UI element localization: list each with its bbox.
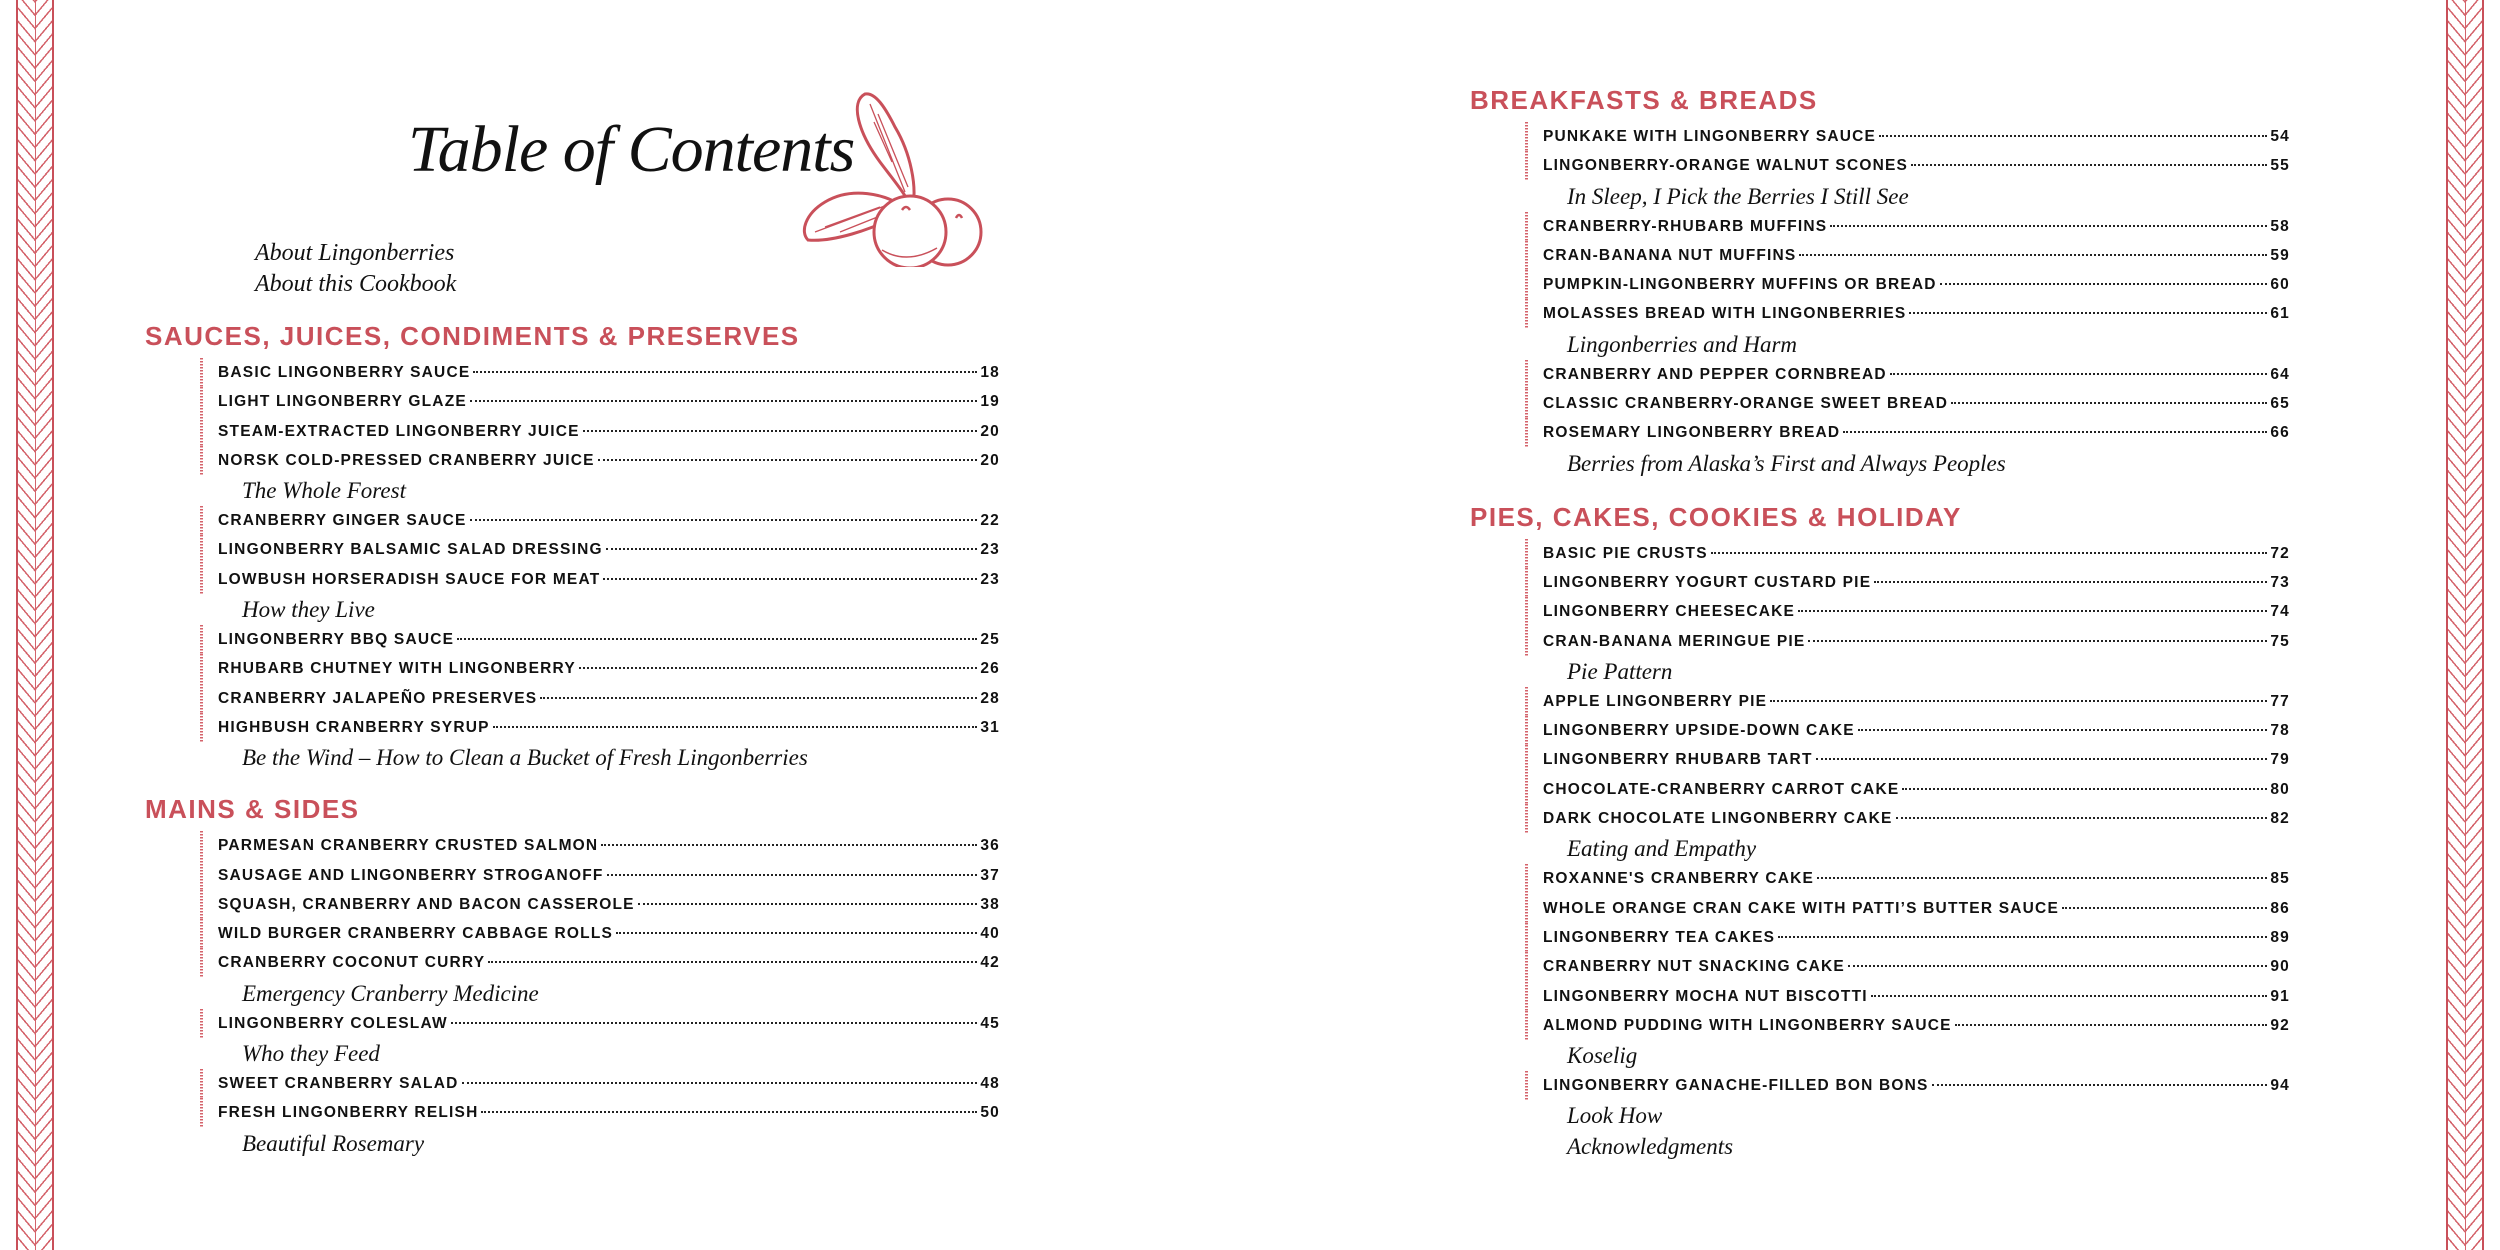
dot-leader (2062, 907, 2267, 909)
recipe-title: LIGHT LINGONBERRY GLAZE (218, 393, 467, 411)
page-number: 72 (2270, 544, 2290, 562)
page-number: 18 (980, 364, 1000, 381)
page-number: 54 (2270, 128, 2290, 145)
essay-entry[interactable]: Emergency Cranberry Medicine (242, 980, 539, 1006)
dot-leader (1879, 135, 2267, 137)
dot-leader (1830, 225, 2267, 227)
essay-entry[interactable]: In Sleep, I Pick the Berries I Still See (1567, 183, 1909, 209)
recipe-entry[interactable] (200, 565, 1000, 594)
dot-leader (638, 903, 978, 905)
recipe-entry[interactable] (1525, 360, 2290, 389)
recipe-entry[interactable] (200, 387, 1000, 416)
dot-leader (1955, 1024, 2268, 1026)
toc-section (1470, 80, 2290, 479)
page-number: 91 (2270, 987, 2290, 1005)
recipe-title: SQUASH, CRANBERRY AND BACON CASSEROLE (218, 895, 635, 913)
intro-list (145, 238, 1000, 300)
dot-leader (579, 667, 977, 669)
page-number: 25 (980, 631, 1000, 649)
page-number: 92 (2270, 1016, 2290, 1034)
recipe-title: LINGONBERRY UPSIDE-DOWN CAKE (1543, 722, 1855, 740)
recipe-entry[interactable] (200, 506, 1000, 535)
recipe-entry[interactable] (200, 417, 1000, 446)
section-entries (200, 831, 1000, 1158)
recipe-entry[interactable] (1525, 745, 2290, 774)
page-number: 19 (980, 393, 1000, 411)
essay-entry[interactable]: How they Live (242, 597, 375, 623)
dot-leader (462, 1082, 978, 1084)
recipe-entry[interactable] (1525, 804, 2290, 833)
dot-leader (1871, 995, 2268, 997)
left-sections (145, 316, 1000, 1159)
section-heading: BREAKFASTS & BREADS (1470, 85, 1818, 115)
recipe-entry[interactable] (1525, 568, 2290, 597)
page-number: 50 (980, 1104, 1000, 1122)
dot-leader (1890, 373, 2268, 375)
recipe-entry[interactable] (1525, 864, 2290, 893)
page-number: 31 (980, 718, 1000, 736)
dot-leader (1902, 788, 2267, 790)
recipe-title: STEAM-EXTRACTED LINGONBERRY JUICE (218, 422, 580, 440)
recipe-entry[interactable] (1525, 122, 2290, 151)
dot-leader (1932, 1084, 2268, 1086)
dot-leader (481, 1111, 977, 1113)
recipe-entry[interactable] (200, 1069, 1000, 1098)
dot-leader (583, 430, 978, 432)
page-number: 37 (980, 866, 1000, 884)
recipe-title: LINGONBERRY YOGURT CUSTARD PIE (1543, 573, 1872, 591)
recipe-entry[interactable] (200, 1009, 1000, 1038)
left-page-contents (145, 238, 1000, 1159)
recipe-title: ROXANNE'S CRANBERRY CAKE (1543, 870, 1815, 888)
recipe-title: LINGONBERRY RHUBARB TART (1543, 751, 1813, 769)
recipe-entry[interactable] (1525, 270, 2290, 299)
right-sections (1470, 80, 2290, 1162)
dot-leader (1951, 402, 2267, 404)
page-number: 78 (2270, 722, 2290, 740)
recipe-title: BASIC LINGONBERRY SAUCE (218, 364, 471, 381)
essay-entry[interactable]: Berries from Alaska’s First and Always Peoples (1567, 450, 2006, 476)
dot-leader (1817, 877, 2267, 879)
dot-leader (1770, 700, 2267, 702)
page-number: 85 (2270, 870, 2290, 888)
recipe-entry[interactable] (1525, 716, 2290, 745)
recipe-title: LINGONBERRY-ORANGE WALNUT SCONES (1543, 157, 1909, 175)
herringbone-border-left (16, 0, 54, 1250)
right-page-contents (1470, 80, 2290, 1162)
dot-leader (603, 578, 977, 580)
recipe-entry[interactable] (1525, 687, 2290, 716)
recipe-title: NORSK COLD-PRESSED CRANBERRY JUICE (218, 451, 595, 469)
section-heading: SAUCES, JUICES, CONDIMENTS & PRESERVES (145, 321, 800, 351)
page-number: 58 (2270, 217, 2290, 235)
page-number: 20 (980, 422, 1000, 440)
toc-section (145, 316, 1000, 773)
page-title: Table of Contents (408, 113, 855, 186)
recipe-entry[interactable] (1525, 775, 2290, 804)
page-number: 38 (980, 895, 1000, 913)
toc-section (145, 789, 1000, 1158)
essay-entry[interactable]: Koselig (1567, 1043, 1638, 1069)
recipe-entry[interactable] (1525, 952, 2290, 981)
recipe-title: CRAN-BANANA NUT MUFFINS (1543, 246, 1797, 264)
recipe-title: PUMPKIN-LINGONBERRY MUFFINS OR BREAD (1543, 276, 1937, 294)
dot-leader (493, 726, 978, 728)
page-number: 75 (2270, 632, 2290, 650)
dot-leader (540, 697, 977, 699)
dot-leader (616, 932, 977, 934)
dot-leader (598, 459, 978, 461)
dot-leader (601, 844, 977, 846)
recipe-title: PUNKAKE WITH LINGONBERRY SAUCE (1543, 128, 1877, 145)
page-number: 66 (2270, 424, 2290, 442)
recipe-title: HIGHBUSH CRANBERRY SYRUP (218, 718, 490, 736)
recipe-entry[interactable] (1525, 241, 2290, 270)
page-number: 64 (2270, 365, 2290, 383)
dot-leader (1940, 283, 2268, 285)
page-number: 82 (2270, 810, 2290, 828)
recipe-title: DARK CHOCOLATE LINGONBERRY CAKE (1543, 810, 1893, 828)
essay-entry[interactable]: Lingonberries and Harm (1567, 331, 1798, 357)
dot-leader (1816, 758, 2268, 760)
page-number: 36 (980, 837, 1000, 855)
intro-entry[interactable]: About Lingonberries (255, 240, 455, 266)
section-heading: MAINS & SIDES (145, 794, 360, 825)
recipe-entry[interactable] (200, 948, 1000, 977)
dot-leader (1858, 729, 2268, 731)
dot-leader (607, 874, 978, 876)
page-number: 23 (980, 570, 1000, 588)
essay-entry[interactable]: Who they Feed (242, 1041, 380, 1067)
recipe-title: CRANBERRY AND PEPPER CORNBREAD (1543, 365, 1887, 383)
recipe-title: LINGONBERRY TEA CAKES (1543, 928, 1776, 946)
section-entries (1525, 122, 2290, 479)
recipe-entry[interactable] (200, 831, 1000, 860)
recipe-entry[interactable] (200, 861, 1000, 890)
recipe-entry[interactable] (1525, 1071, 2290, 1100)
recipe-title: SAUSAGE AND LINGONBERRY STROGANOFF (218, 866, 604, 884)
dot-leader (1808, 640, 2267, 642)
recipe-title: CLASSIC CRANBERRY-ORANGE SWEET BREAD (1543, 395, 1949, 413)
dot-leader (1848, 965, 2267, 967)
recipe-title: FRESH LINGONBERRY RELISH (218, 1104, 479, 1122)
recipe-title: ALMOND PUDDING WITH LINGONBERRY SAUCE (1543, 1016, 1952, 1034)
page-number: 45 (980, 1014, 1000, 1032)
page-number: 22 (980, 512, 1000, 530)
recipe-entry[interactable] (200, 535, 1000, 564)
recipe-entry[interactable] (200, 625, 1000, 654)
page-number: 79 (2270, 751, 2290, 769)
recipe-title: WILD BURGER CRANBERRY CABBAGE ROLLS (218, 925, 614, 943)
page-number: 59 (2270, 246, 2290, 264)
recipe-entry[interactable] (200, 1098, 1000, 1127)
recipe-entry[interactable] (1525, 212, 2290, 241)
page-number: 61 (2270, 305, 2290, 323)
dot-leader (470, 400, 977, 402)
recipe-entry[interactable] (200, 654, 1000, 683)
dot-leader (1843, 431, 2267, 433)
page-number: 28 (980, 689, 1000, 707)
essay-entry[interactable]: The Whole Forest (242, 478, 406, 504)
page-number: 60 (2270, 276, 2290, 294)
recipe-title: LOWBUSH HORSERADISH SAUCE FOR MEAT (218, 570, 601, 588)
dot-leader (1778, 936, 2267, 938)
section-entries (200, 358, 1000, 773)
recipe-title: RHUBARB CHUTNEY WITH LINGONBERRY (218, 660, 576, 678)
dot-leader (1896, 817, 2268, 819)
dot-leader (1909, 312, 2267, 314)
toc-section (1470, 497, 2290, 1163)
page-number: 42 (980, 954, 1000, 972)
dot-leader (1799, 254, 2267, 256)
recipe-entry[interactable] (200, 446, 1000, 475)
recipe-title: CRANBERRY NUT SNACKING CAKE (1543, 958, 1845, 976)
recipe-entry[interactable] (1525, 894, 2290, 923)
dot-leader (1711, 552, 2268, 554)
recipe-title: BASIC PIE CRUSTS (1543, 544, 1708, 562)
section-heading: PIES, CAKES, COOKIES & HOLIDAY (1470, 501, 1962, 532)
page-number: 55 (2270, 157, 2290, 175)
recipe-entry[interactable] (200, 713, 1000, 742)
recipe-title: CRANBERRY-RHUBARB MUFFINS (1543, 217, 1828, 235)
recipe-entry[interactable] (200, 358, 1000, 387)
page-number: 89 (2270, 928, 2290, 946)
recipe-entry[interactable] (200, 890, 1000, 919)
dot-leader (451, 1022, 978, 1024)
recipe-entry[interactable] (1525, 299, 2290, 328)
recipe-title: WHOLE ORANGE CRAN CAKE WITH PATTI’S BUTTER SAUCE (1543, 899, 2059, 917)
dot-leader (470, 519, 978, 521)
recipe-title: CRANBERRY JALAPEÑO PRESERVES (218, 689, 538, 707)
page-number: 65 (2270, 395, 2290, 413)
essay-entry[interactable]: Be the Wind – How to Clean a Bucket of Fresh Lingonberries (242, 745, 808, 771)
recipe-title: CRANBERRY GINGER SAUCE (218, 512, 467, 530)
recipe-title: LINGONBERRY BBQ SAUCE (218, 631, 455, 649)
page-number: 77 (2270, 692, 2290, 710)
recipe-entry[interactable] (1525, 627, 2290, 656)
recipe-entry[interactable] (1525, 1011, 2290, 1040)
intro-entry[interactable]: About this Cookbook (255, 271, 457, 297)
recipe-title: MOLASSES BREAD WITH LINGONBERRIES (1543, 305, 1907, 323)
recipe-title: CHOCOLATE-CRANBERRY CARROT CAKE (1543, 780, 1900, 798)
section-entries (1525, 539, 2290, 1163)
page-number: 90 (2270, 958, 2290, 976)
dot-leader (1874, 581, 2267, 583)
dot-leader (1911, 164, 2267, 166)
recipe-title: APPLE LINGONBERRY PIE (1543, 692, 1768, 710)
page-number: 94 (2270, 1077, 2290, 1095)
page-number: 80 (2270, 780, 2290, 798)
recipe-title: LINGONBERRY CHEESECAKE (1543, 603, 1796, 621)
recipe-entry[interactable] (1525, 982, 2290, 1011)
essay-entry[interactable]: Acknowledgments (1567, 1134, 1734, 1160)
recipe-entry[interactable] (200, 919, 1000, 948)
dot-leader (473, 371, 977, 373)
recipe-title: ROSEMARY LINGONBERRY BREAD (1543, 424, 1841, 442)
recipe-title: LINGONBERRY BALSAMIC SALAD DRESSING (218, 541, 603, 559)
dot-leader (606, 548, 978, 550)
essay-entry[interactable]: Look How (1567, 1103, 1663, 1129)
recipe-entry[interactable] (1525, 151, 2290, 180)
page-number: 74 (2270, 603, 2290, 621)
recipe-title: CRAN-BANANA MERINGUE PIE (1543, 632, 1806, 650)
recipe-title: PARMESAN CRANBERRY CRUSTED SALMON (218, 837, 599, 855)
recipe-title: LINGONBERRY MOCHA NUT BISCOTTI (1543, 987, 1868, 1005)
page-number: 23 (980, 541, 1000, 559)
page-number: 40 (980, 925, 1000, 943)
dot-leader (457, 638, 977, 640)
essay-entry[interactable]: Beautiful Rosemary (242, 1130, 425, 1156)
recipe-title: LINGONBERRY COLESLAW (218, 1014, 448, 1032)
recipe-title: SWEET CRANBERRY SALAD (218, 1075, 459, 1093)
page-number: 20 (980, 451, 1000, 469)
page-number: 48 (980, 1075, 1000, 1093)
recipe-entry[interactable] (1525, 418, 2290, 447)
essay-entry[interactable]: Pie Pattern (1567, 658, 1673, 684)
dot-leader (488, 961, 977, 963)
dot-leader (1798, 610, 2267, 612)
essay-entry[interactable]: Eating and Empathy (1567, 836, 1757, 862)
recipe-entry[interactable] (1525, 597, 2290, 626)
recipe-entry[interactable] (1525, 389, 2290, 418)
recipe-title: CRANBERRY COCONUT CURRY (218, 954, 486, 972)
recipe-title: LINGONBERRY GANACHE-FILLED BON BONS (1543, 1077, 1929, 1095)
page-number: 73 (2270, 573, 2290, 591)
recipe-entry[interactable] (200, 684, 1000, 713)
page-number: 86 (2270, 899, 2290, 917)
herringbone-border-right (2446, 0, 2484, 1250)
recipe-entry[interactable] (1525, 539, 2290, 568)
page-number: 26 (980, 660, 1000, 678)
recipe-entry[interactable] (1525, 923, 2290, 952)
